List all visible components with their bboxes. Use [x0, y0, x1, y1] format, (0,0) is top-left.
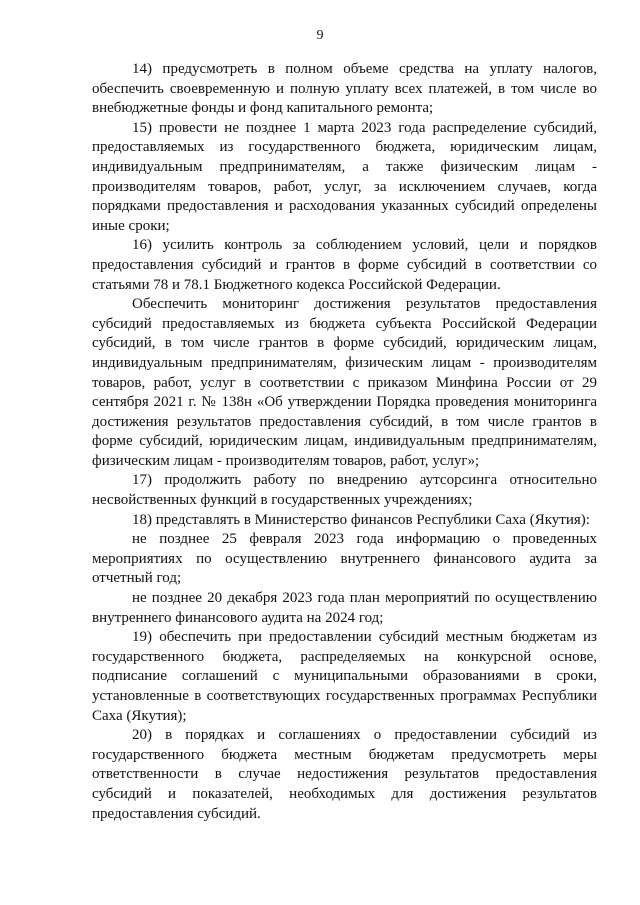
paragraph-item-18-deadline-dec: не позднее 20 декабря 2023 года план мероприятий по осуществлению внутреннего финансового аудита на 2024 год; — [92, 590, 597, 626]
paragraph-item-16: 16) усилить контроль за соблюдением условий, цели и порядков предоставления субсидий и грантов в форме субсидий в соответствии со статьями 78 и 78.1 Бюджетного кодекса Российской Федерации. — [92, 237, 597, 293]
paragraph-item-15: 15) провести не позднее 1 марта 2023 года распределение субсидий, предоставляемых из государственного бюджета, юридическим лицам, индивидуальным предпринимателям, а также физическим лицам - производителям товаров, работ, услуг, за исключением случаев, когда порядками предоставления и расходования указанных субсидий определены иные сроки; — [92, 119, 597, 234]
document-body — [92, 60, 597, 824]
paragraph-item-17: 17) продолжить работу по внедрению аутсорсинга относительно несвойственных функций в государственных учреждениях; — [92, 472, 597, 509]
paragraph-monitoring: Обеспечить мониторинг достижения результатов предоставления субсидий предоставляемых из бюджета субъекта Российской Федерации субсидий, в том числе грантов в форме субсидий, юридическим лицам, индивидуальным предпринимателям, физическим лицам - производителям товаров, работ, услуг в соответствии с приказом Минфина России от 29 сентября 2021 г. № 138н «Об утверждении Порядка проведения мониторинга достижения результатов предоставления субсидий, в том числе грантов в форме субсидий, юридическим лицам, индивидуальным предпринимателям, физическим лицам - производителям товаров, работ, услуг»; — [92, 296, 597, 469]
page-number: 9 — [316, 28, 324, 43]
paragraph-item-18: 18) представлять в Министерство финансов Республики Саха (Якутия): — [132, 511, 590, 528]
paragraph-item-19: 19) обеспечить при предоставлении субсидий местным бюджетам из государственного бюджета, распределяемых на конкурсной основе, подписание соглашений с муниципальными образованиями в сроки, установленные в соответствующих государственных программах Республики Саха (Якутия); — [92, 629, 597, 724]
paragraph-item-14: 14) предусмотреть в полном объеме средства на уплату налогов, обеспечить своевременную и полную уплату всех платежей, в том числе во внебюджетные фонды и фонд капитального ремонта; — [92, 61, 597, 117]
paragraph-item-18-deadline-feb: не позднее 25 февраля 2023 года информацию о проведенных мероприятиях по осуществлению внутреннего финансового аудита за отчетный год; — [92, 531, 597, 587]
paragraph-item-20: 20) в порядках и соглашениях о предоставлении субсидий из государственного бюджета местным бюджетам предусмотреть меры ответственности в случае недостижения результатов предоставления субсидий и показателей, необходимых для достижения результатов предоставления субсидий. — [92, 727, 597, 822]
